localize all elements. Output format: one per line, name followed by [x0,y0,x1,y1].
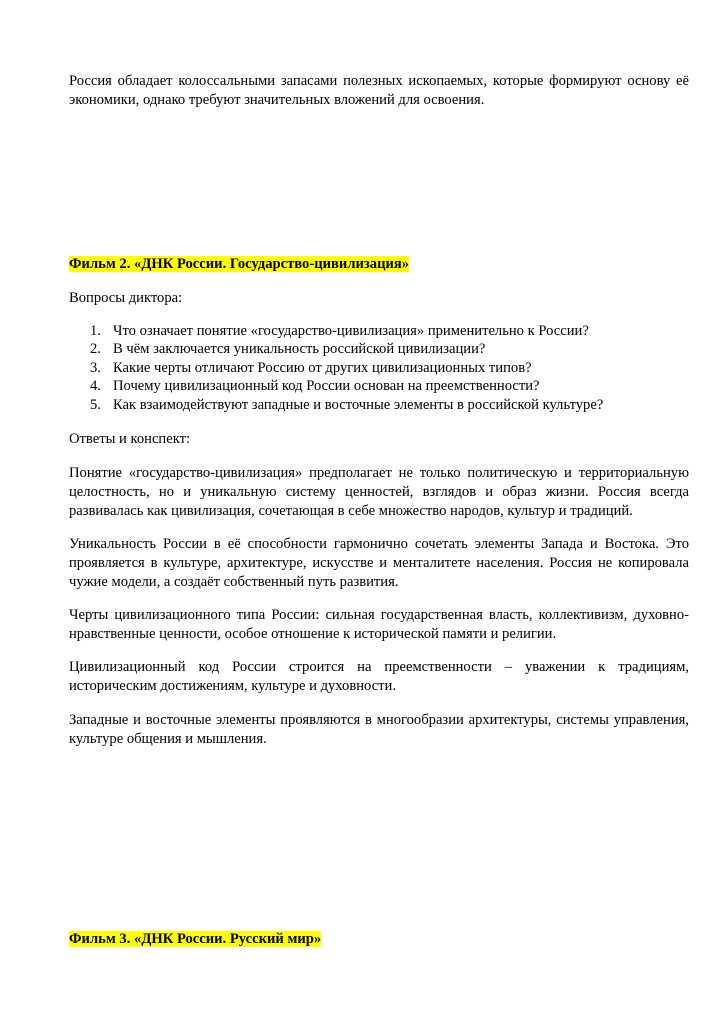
film2-title: Фильм 2. «ДНК России. Государство-цивилизация» [69,256,410,272]
list-item [69,377,689,395]
question-number: 4. [90,378,101,395]
answers-label: Ответы и конспект: [69,431,191,447]
question-text: Почему цивилизационный код России основан на преемственности? [113,378,540,395]
question-text: Какие черты отличают Россию от других цивилизационных типов? [113,359,532,376]
list-item [69,396,689,414]
answer-paragraph-1: Понятие «государство-цивилизация» предполагает не только политическую и территориальную целостность, но и уникальную систему ценностей, взглядов и образ жизни. Россия всегда развивалась как цивилизация, сочетающая в себе множество народов, культур и традиций. [69,465,689,519]
question-text: Как взаимодействуют западные и восточные элементы в российской культуре? [113,396,604,413]
list-item [69,359,689,377]
questions-list [69,322,689,414]
answer-paragraph-4: Цивилизационный код России строится на преемственности – уважении к традициям, историческим достижениям, культуре и духовности. [69,659,689,694]
film3-title: Фильм 3. «ДНК России. Русский мир» [69,931,322,947]
question-number: 5. [90,396,101,413]
intro-paragraph: Россия обладает колоссальными запасами полезных ископаемых, которые формируют основу её экономики, однако требуют значительных вложений для освоения. [69,73,689,108]
question-number: 2. [90,341,101,358]
question-text: Что означает понятие «государство-цивилизация» применительно к России? [113,323,589,339]
list-item [69,340,689,358]
answer-paragraph-3: Черты цивилизационного типа России: сильная государственная власть, коллективизм, духовно-нравственные ценности, особое отношение к исторической памяти и религии. [69,607,689,642]
list-item [69,322,689,340]
question-text: В чём заключается уникальность российской цивилизации? [113,341,486,358]
questions-label: Вопросы диктора: [69,290,183,306]
question-number: 1. [90,323,101,339]
answer-paragraph-5: Западные и восточные элементы проявляются в многообразии архитектуры, системы управления, культуре общения и мышления. [69,712,689,747]
film3-heading [69,930,689,949]
answer-paragraph-2: Уникальность России в её способности гармонично сочетать элементы Запада и Востока. Это проявляется в культуре, архитектуре, искусстве и менталитете населения. Россия не копировала чужие модели, а создаёт собственный путь развития. [69,536,689,590]
film2-heading [69,255,689,274]
question-number: 3. [90,359,101,376]
